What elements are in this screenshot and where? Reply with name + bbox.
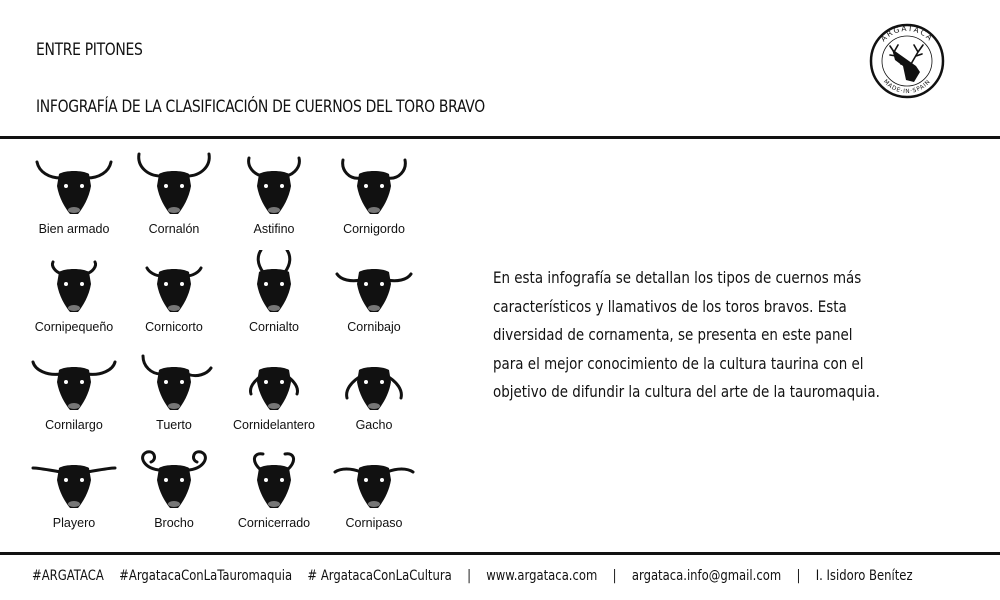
- eye-shape: [264, 184, 268, 188]
- bull-head-icon: [131, 152, 217, 218]
- eye-shape: [380, 380, 384, 384]
- horn-type-card: [224, 446, 324, 546]
- eye-shape: [80, 380, 84, 384]
- muzzle-shape: [368, 305, 380, 311]
- muzzle-shape: [368, 403, 380, 409]
- eye-shape: [164, 184, 168, 188]
- horn-type-label: Cornicorto: [145, 320, 203, 334]
- horn-type-card: [24, 446, 124, 546]
- bull-head-icon: [231, 348, 317, 414]
- muzzle-shape: [268, 501, 280, 507]
- horn-type-label: Cornipaso: [345, 516, 403, 530]
- muzzle-shape: [268, 207, 280, 213]
- bull-head-icon: [331, 446, 417, 512]
- eye-shape: [180, 184, 184, 188]
- horn-shape: [258, 250, 290, 272]
- horn-type-label: Cornipequeño: [34, 320, 114, 334]
- horn-type-label: Cornilargo: [45, 418, 103, 432]
- muzzle-shape: [68, 207, 80, 213]
- muzzle-shape: [168, 501, 180, 507]
- horn-type-card: [24, 348, 124, 448]
- bull-head-icon: [31, 152, 117, 218]
- description-line: característicos y llamativos de los toros bravos. Esta: [493, 296, 847, 316]
- horn-types-grid: [24, 152, 424, 542]
- horn-type-card: [24, 152, 124, 252]
- eye-shape: [280, 478, 284, 482]
- horn-type-card: [224, 348, 324, 448]
- muzzle-shape: [268, 305, 280, 311]
- description-line: En esta infografía se detallan los tipos de cuernos más: [493, 268, 862, 287]
- eye-shape: [364, 184, 368, 188]
- eye-shape: [64, 380, 68, 384]
- eye-shape: [380, 478, 384, 482]
- horn-type-label: Bien armado: [38, 222, 110, 236]
- footer-email-link[interactable]: argataca.info@gmail.com: [631, 568, 782, 584]
- logo-ring-top: ARGATACA: [878, 23, 936, 44]
- bull-head-icon: [231, 446, 317, 512]
- argataca-logo: [868, 22, 946, 122]
- footer-hashtag: #ArgatacaConLaTauromaquia: [119, 568, 293, 584]
- bull-head-icon: [231, 152, 317, 218]
- eye-shape: [264, 478, 268, 482]
- bull-head-icon: [331, 152, 417, 218]
- horn-type-card: [24, 250, 124, 350]
- footer-separator: |: [467, 568, 471, 584]
- muzzle-shape: [368, 501, 380, 507]
- horn-type-label: Playero: [52, 516, 96, 530]
- eye-shape: [164, 282, 168, 286]
- bull-head-icon: [131, 446, 217, 512]
- horn-type-label: Cornidelantero: [233, 418, 315, 432]
- eye-shape: [180, 380, 184, 384]
- muzzle-shape: [368, 207, 380, 213]
- footer: [32, 568, 913, 584]
- eye-shape: [64, 184, 68, 188]
- eye-shape: [280, 380, 284, 384]
- horn-type-card: [324, 250, 424, 350]
- eye-shape: [280, 184, 284, 188]
- horn-type-label: Gacho: [355, 418, 393, 432]
- bull-head-icon: [331, 348, 417, 414]
- description-line: objetivo de difundir la cultura del arte de la tauromaquia.: [493, 382, 880, 401]
- footer-hashtag: # ArgatacaConLaCultura: [307, 568, 452, 584]
- horn-type-label: Cornicerrado: [237, 516, 311, 530]
- eye-shape: [164, 380, 168, 384]
- eye-shape: [364, 478, 368, 482]
- horn-type-card: [124, 152, 224, 252]
- muzzle-shape: [68, 403, 80, 409]
- eye-shape: [364, 282, 368, 286]
- description-line: para el mejor conocimiento de la cultura taurina con el: [493, 353, 864, 373]
- horn-type-label: Tuerto: [156, 418, 192, 432]
- footer-website-link[interactable]: www.argataca.com: [486, 568, 598, 584]
- muzzle-shape: [268, 403, 280, 409]
- top-divider: [0, 136, 1000, 139]
- eye-shape: [80, 478, 84, 482]
- description-line: diversidad de cornamenta, se presenta en este panel: [493, 325, 853, 344]
- horn-type-label: Brocho: [154, 516, 194, 530]
- horn-type-card: [224, 152, 324, 252]
- footer-separator: |: [612, 568, 617, 584]
- muzzle-shape: [68, 501, 80, 507]
- bull-head-icon: [231, 250, 317, 316]
- horn-type-label: Cornalón: [148, 222, 200, 236]
- footer-hashtag: #ARGATACA: [32, 568, 104, 584]
- eye-shape: [64, 478, 68, 482]
- horn-type-label: Cornialto: [248, 320, 300, 334]
- series-title: ENTRE PITONES: [36, 40, 143, 60]
- eye-shape: [180, 478, 184, 482]
- description: [493, 264, 963, 407]
- horn-type-card: [124, 446, 224, 546]
- muzzle-shape: [68, 305, 80, 311]
- horn-type-label: Cornibajo: [347, 320, 401, 334]
- horn-type-card: [224, 250, 324, 350]
- footer-separator: |: [796, 568, 801, 584]
- horn-type-card: [324, 446, 424, 546]
- eye-shape: [364, 380, 368, 384]
- eye-shape: [380, 282, 384, 286]
- eye-shape: [80, 282, 84, 286]
- muzzle-shape: [168, 305, 180, 311]
- eye-shape: [64, 282, 68, 286]
- bottom-divider: [0, 552, 1000, 555]
- horn-type-card: [124, 348, 224, 448]
- horn-type-card: [124, 250, 224, 350]
- bull-head-icon: [131, 250, 217, 316]
- eye-shape: [180, 282, 184, 286]
- horn-type-label: Astifino: [253, 222, 295, 236]
- muzzle-shape: [168, 403, 180, 409]
- bull-head-icon: [31, 250, 117, 316]
- bull-head-icon: [331, 250, 417, 316]
- horn-type-card: [324, 348, 424, 448]
- muzzle-shape: [168, 207, 180, 213]
- logo-ring-bottom: MADE·IN·SPAIN: [881, 78, 933, 96]
- bull-head-icon: [31, 446, 117, 512]
- footer-author: I. Isidoro Benítez: [815, 568, 913, 584]
- bull-head-icon: [131, 348, 217, 414]
- eye-shape: [380, 184, 384, 188]
- horn-type-card: [324, 152, 424, 252]
- eye-shape: [280, 282, 284, 286]
- page-title: INFOGRAFÍA DE LA CLASIFICACIÓN DE CUERNOS DEL TORO BRAVO: [36, 97, 485, 117]
- eye-shape: [80, 184, 84, 188]
- horn-type-label: Cornigordo: [343, 222, 405, 236]
- eye-shape: [164, 478, 168, 482]
- eye-shape: [264, 282, 268, 286]
- eye-shape: [264, 380, 268, 384]
- bull-head-icon: [31, 348, 117, 414]
